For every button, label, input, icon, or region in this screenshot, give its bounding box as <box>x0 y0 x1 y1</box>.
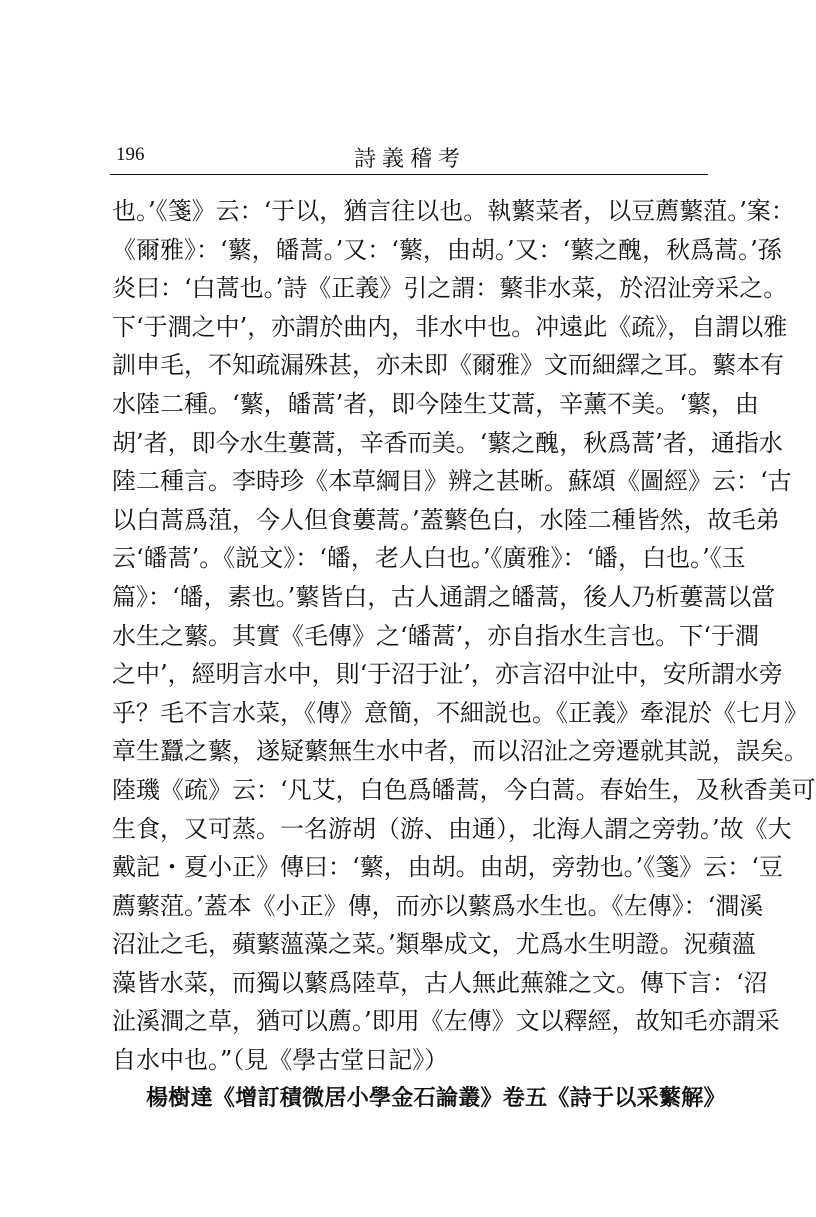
text-line: 胡’者，即今水生蔞蒿，辛香而美。‘蘩之醜，秋爲蒿’者，通指水 <box>112 428 783 457</box>
text-line: 《爾雅》：‘蘩，皤蒿。’又：‘蘩，由胡。’又：‘蘩之醜，秋爲蒿。’孫 <box>112 235 782 264</box>
source-citation: 楊樹達《增訂積微居小學金石論叢》卷五《詩于以采蘩解》 <box>146 1085 726 1111</box>
page-number: 196 <box>116 144 145 165</box>
text-line: 之中’，經明言水中，則‘于沼于沚’，亦言沼中沚中，安所謂水旁 <box>112 660 783 689</box>
text-line: 炎曰：‘白蒿也。’詩《正義》引之謂：蘩非水菜，於沼沚旁采之。 <box>112 274 788 303</box>
text-line: 篇》：‘皤，素也。’蘩皆白，古人通謂之皤蒿，後人乃析蔞蒿以當 <box>112 582 776 611</box>
text-line: 云‘皤蒿’。《説文》：‘皤，老人白也。’《廣雅》：‘皤，白也。’《玉 <box>112 544 746 573</box>
text-line: 以白蒿爲菹，今人但食蔞蒿。’蓋蘩色白，水陸二種皆然，故毛弟 <box>112 505 780 534</box>
text-line: 乎？毛不言水菜，《傳》意簡，不細説也。《正義》牽混於《七月》 <box>112 698 808 727</box>
text-line: 薦蘩菹。’蓋本《小正》傳，而亦以蘩爲水生也。《左傳》：‘澗溪 <box>112 891 764 920</box>
running-title: 詩義稽考 <box>353 147 466 172</box>
body-text <box>112 192 816 1118</box>
text-line: 水生之蘩。其實《毛傳》之‘皤蒿’，亦自指水生言也。下‘于澗 <box>112 621 759 650</box>
page-header <box>110 140 710 172</box>
text-line: 陸二種言。李時珍《本草綱目》辨之甚晰。蘇頌《圖經》云：‘古 <box>112 467 792 496</box>
text-line-last: 自水中也。”（見《學古堂日記》） <box>112 1046 449 1075</box>
text-line: 訓申毛，不知疏漏殊甚，亦未即《爾雅》文而細繹之耳。蘩本有 <box>112 351 784 380</box>
text-line: 章生蠶之蘩，遂疑蘩無生水中者，而以沼沚之旁遷就其説，誤矣。 <box>112 737 808 766</box>
text-line: 下‘于澗之中’，亦謂於曲内，非水中也。冲遠此《疏》，自謂以雅 <box>112 312 788 341</box>
text-line: 陸璣《疏》云：‘凡艾，白色爲皤蒿，今白蒿。春始生，及秋香美可 <box>112 775 816 804</box>
text-line: 水陸二種。‘蘩，皤蒿’者，即今陸生艾蒿，辛薰不美。‘蘩，由 <box>112 389 759 418</box>
text-line: 生食，又可蒸。一名游胡（游、由通），北海人謂之旁勃。’故《大 <box>112 814 792 843</box>
text-line: 也。’《箋》云：‘于以，猶言往以也。執蘩菜者，以豆薦蘩菹。’案： <box>112 197 795 225</box>
text-line: 沼沚之毛，蘋蘩薀藻之菜。’類舉成文，尤爲水生明證。況蘋薀 <box>112 930 756 959</box>
header-rule <box>110 174 708 175</box>
text-line: 藻皆水菜，而獨以蘩爲陸草，古人無此蕪雜之文。傳下言：‘沼 <box>112 968 768 997</box>
text-line: 戴記・夏小正》傳曰：‘蘩，由胡。由胡，旁勃也。’《箋》云：‘豆 <box>112 853 783 882</box>
text-line: 沚溪澗之草，猶可以薦。’即用《左傳》文以釋經，故知毛亦謂采 <box>112 1007 780 1036</box>
